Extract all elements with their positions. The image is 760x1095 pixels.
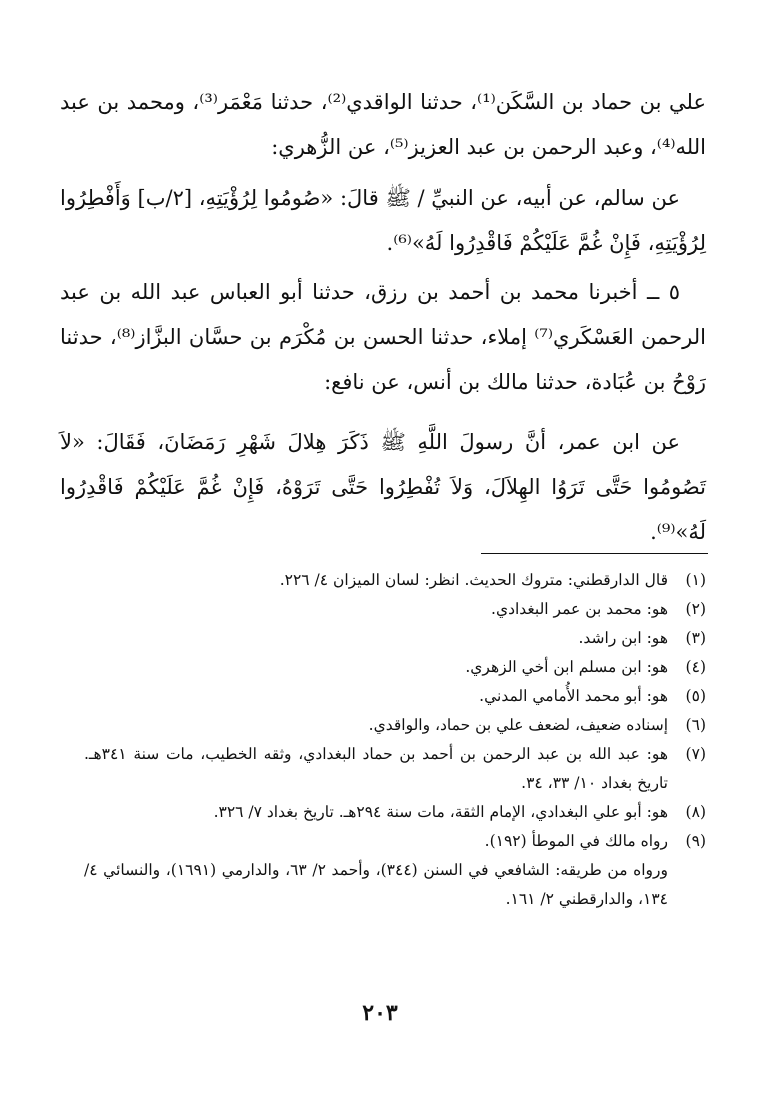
footnote-text: هو: أبو محمد الأُمامي المدني. [479, 687, 668, 705]
footnote-item [84, 624, 706, 653]
footnotes-section [84, 566, 706, 914]
footnote-text: هو: محمد بن عمر البغدادي. [491, 600, 668, 618]
footnote-number: (٣) [685, 629, 706, 647]
footnote-item [84, 566, 706, 595]
footnote-text: رواه مالك في الموطأ (١٩٢). [484, 832, 668, 850]
footnote-number: (٢) [685, 600, 706, 618]
page-number: ٢٠٣ [362, 1000, 398, 1026]
footnote-text: هو: ابن راشد. [578, 629, 668, 647]
footnote-separator [481, 553, 708, 554]
body-paragraph [60, 270, 706, 405]
footnote-number: (٦) [685, 716, 706, 734]
footnote-text: هو: ابن مسلم ابن أخي الزهري. [465, 658, 668, 676]
footnote-number: (٩) [685, 832, 706, 850]
body-paragraph [60, 420, 706, 555]
body-paragraph [60, 176, 706, 266]
footnote-item [84, 653, 706, 682]
footnote-text: قال الدارقطني: متروك الحديث. انظر: لسان الميزان ٤/ ٢٢٦. [279, 571, 668, 589]
paragraph-isnad-5: ٥ ــ أخبرنا محمد بن أحمد بن رزق، حدثنا أبو العباس عبد الله بن عبد الرحمن العَسْكَري⁽⁷⁾ إملاء، حدثنا الحسن بن مُكْرَم بن حسَّان البزَّاز⁽⁸⁾، حدثنا رَوْحُ بن عُبَادة، حدثنا مالك بن أنس، عن نافع: [60, 280, 706, 394]
footnote-text: هو: أبو علي البغدادي، الإمام الثقة، مات سنة ٢٩٤هـ. تاريخ بغداد ٧/ ٣٢٦. [213, 803, 668, 821]
footnote-item [84, 798, 706, 827]
body-paragraph [60, 80, 706, 170]
paragraph-isnad-1: علي بن حماد بن السَّكَن⁽¹⁾، حدثنا الواقدي⁽²⁾، حدثنا مَعْمَر⁽³⁾، ومحمد بن عبد الله⁽⁴⁾، وعبد الرحمن بن عبد العزيز⁽⁵⁾، عن الزُّهري: [60, 90, 706, 159]
footnote-continuation: ورواه من طريقه: الشافعي في السنن (٣٤٤)، وأحمد ٢/ ٦٣، والدارمي (١٦٩١)، والنسائي ٤/ ١٣٤، والدارقطني ٢/ ١٦١. [84, 861, 668, 908]
footnote-number: (١) [685, 571, 706, 589]
footnote-item [84, 595, 706, 624]
footnote-text: هو: عبد الله بن عبد الرحمن بن أحمد بن حماد البغدادي، وثقه الخطيب، مات سنة ٣٤١هـ. تاريخ بغداد ١٠/ ٣٣، ٣٤. [84, 745, 668, 792]
footnote-item [84, 827, 706, 856]
footnote-text: إسناده ضعيف، لضعف علي بن حماد، والواقدي. [368, 716, 668, 734]
footnote-item [84, 711, 706, 740]
footnote-item [84, 740, 706, 798]
footnote-item [84, 682, 706, 711]
footnote-number: (٤) [685, 658, 706, 676]
footnote-number: (٧) [685, 745, 706, 763]
footnote-number: (٨) [685, 803, 706, 821]
footnote-number: (٥) [685, 687, 706, 705]
paragraph-hadith-5: عن ابن عمر، أنَّ رسولَ اللَّهِ ﷺ ذَكَرَ هِلالَ شَهْرِ رَمَضَانَ، فَقَالَ: «لاَ تَصُومُوا حَتَّى تَرَوُا الهِلاَلَ، وَلاَ تُفْطِرُوا حَتَّى تَرَوْهُ، فَإِنْ غُمَّ عَلَيْكُمْ فَاقْدِرُوا لَهُ»⁽⁹⁾. [60, 430, 706, 544]
paragraph-hadith-1: عن سالم، عن أبيه، عن النبيِّ / ﷺ قالَ: «صُومُوا لِرُؤْيَتِهِ، [٢/ب] وَأَفْطِرُوا لِرُؤْيَتِهِ، فَإِنْ غُمَّ عَلَيْكُمْ فَاقْدِرُوا لَهُ»⁽⁶⁾. [60, 186, 706, 255]
